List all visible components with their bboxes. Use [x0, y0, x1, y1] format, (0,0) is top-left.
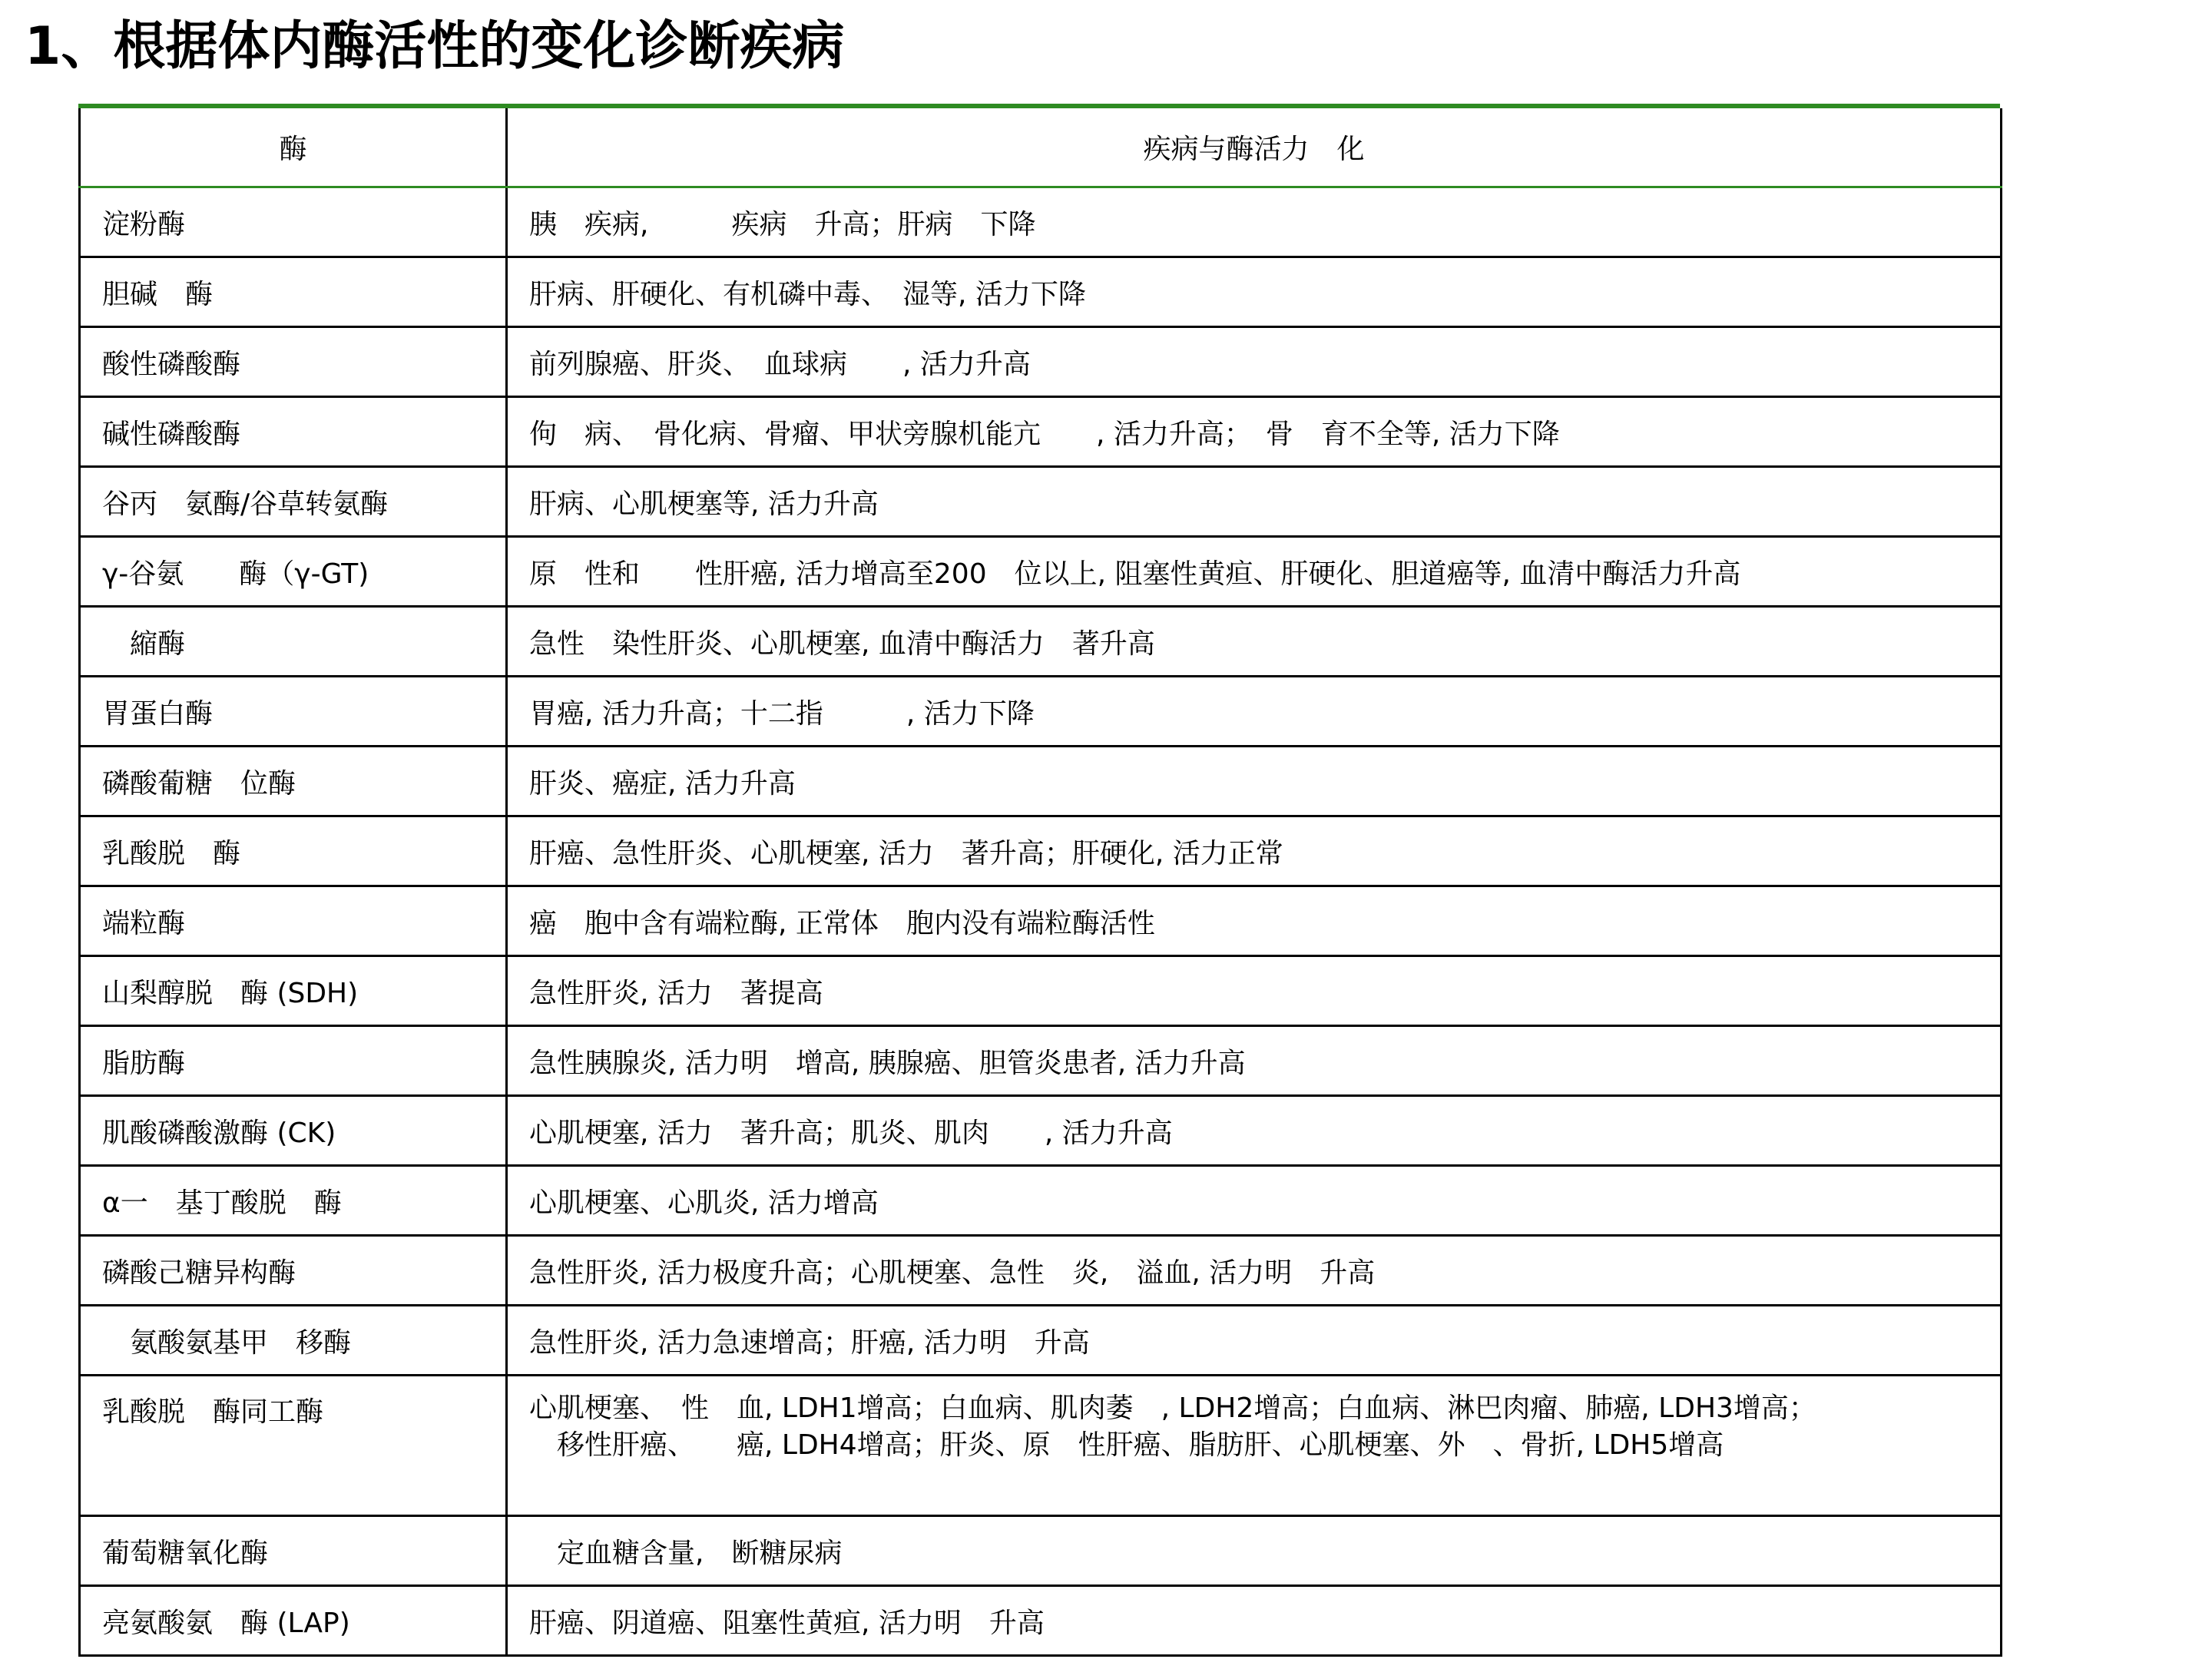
- enzyme-cell: 淀粉酶: [80, 187, 507, 257]
- table-row: [80, 677, 2002, 747]
- description-cell: 定血糖含量, 断糖尿病: [507, 1516, 2002, 1586]
- table-row: [80, 956, 2002, 1026]
- table-row: [80, 397, 2002, 467]
- enzyme-cell: 縮酶: [80, 607, 507, 677]
- table-row: [80, 1166, 2002, 1236]
- enzyme-cell: 氨酸氨基甲 移酶: [80, 1306, 507, 1376]
- description-cell: 肝癌、阴道癌、阻塞性黄疸, 活力明 升高: [507, 1586, 2002, 1656]
- description-cell: 肝癌、急性肝炎、心肌梗塞, 活力 著升高；肝硬化, 活力正常: [507, 816, 2002, 886]
- description-cell: 癌 胞中含有端粒酶, 正常体 胞内没有端粒酶活性: [507, 886, 2002, 956]
- enzyme-cell: 端粒酶: [80, 886, 507, 956]
- description-cell: 急性肝炎, 活力 著提高: [507, 956, 2002, 1026]
- enzyme-cell: α一 基丁酸脱 酶: [80, 1166, 507, 1236]
- enzyme-cell: 碱性磷酸酶: [80, 397, 507, 467]
- description-cell: 肝病、心肌梗塞等, 活力升高: [507, 467, 2002, 537]
- enzyme-table-container: [78, 104, 2000, 1657]
- enzyme-disease-table: [78, 108, 2002, 1657]
- enzyme-cell: 磷酸葡糖 位酶: [80, 747, 507, 816]
- header-enzyme: 酶: [80, 108, 507, 187]
- header-disease-activity: 疾病与酶活力 化: [507, 108, 2002, 187]
- table-row: [80, 1026, 2002, 1096]
- description-cell: 佝 病、 骨化病、骨瘤、甲状旁腺机能亢 , 活力升高； 骨 育不全等, 活力下降: [507, 397, 2002, 467]
- page-title: 1、根据体内酶活性的变化诊断疾病: [25, 16, 845, 77]
- description-cell: 急性肝炎, 活力急速增高；肝癌, 活力明 升高: [507, 1306, 2002, 1376]
- table-row: [80, 747, 2002, 816]
- description-cell: 急性肝炎, 活力极度升高；心肌梗塞、急性 炎, 溢血, 活力明 升高: [507, 1236, 2002, 1306]
- description-cell: 胰 疾病, 疾病 升高；肝病 下降: [507, 187, 2002, 257]
- table-row: [80, 187, 2002, 257]
- enzyme-cell: 肌酸磷酸激酶 (CK): [80, 1096, 507, 1166]
- table-header-row: [80, 108, 2002, 187]
- enzyme-cell: 脂肪酶: [80, 1026, 507, 1096]
- enzyme-cell: γ-谷氨 酶（γ-GT): [80, 537, 507, 607]
- table-row: [80, 1376, 2002, 1516]
- description-cell: 肝炎、癌症, 活力升高: [507, 747, 2002, 816]
- table-row: [80, 816, 2002, 886]
- description-cell: 胃癌, 活力升高；十二指 , 活力下降: [507, 677, 2002, 747]
- enzyme-cell: 乳酸脱 酶同工酶: [80, 1376, 507, 1516]
- table-row: [80, 1236, 2002, 1306]
- description-cell: 心肌梗塞, 活力 著升高；肌炎、肌肉 , 活力升高: [507, 1096, 2002, 1166]
- description-cell: 原 性和 性肝癌, 活力增高至200 位以上, 阻塞性黄疸、肝硬化、胆道癌等, 血清中酶活力升高: [507, 537, 2002, 607]
- description-cell: 前列腺癌、肝炎、 血球病 , 活力升高: [507, 327, 2002, 397]
- enzyme-cell: 胃蛋白酶: [80, 677, 507, 747]
- enzyme-cell: 胆碱 酶: [80, 257, 507, 327]
- description-cell: 心肌梗塞、 性 血, LDH1增高；白血病、肌肉萎 , LDH2增高；白血病、淋巴肉瘤、肺癌, LDH3增高； 移性肝癌、 癌, LDH4增高；肝炎、原 性肝癌、脂肪肝、心肌梗塞、外 、骨折, LDH5增高: [507, 1376, 2002, 1516]
- table-row: [80, 1096, 2002, 1166]
- description-cell: 心肌梗塞、心肌炎, 活力增高: [507, 1166, 2002, 1236]
- table-row: [80, 1586, 2002, 1656]
- description-cell: 急性 染性肝炎、心肌梗塞, 血清中酶活力 著升高: [507, 607, 2002, 677]
- table-row: [80, 327, 2002, 397]
- enzyme-cell: 亮氨酸氨 酶 (LAP): [80, 1586, 507, 1656]
- table-row: [80, 607, 2002, 677]
- enzyme-cell: 山梨醇脱 酶 (SDH): [80, 956, 507, 1026]
- enzyme-cell: 谷丙 氨酶/谷草转氨酶: [80, 467, 507, 537]
- description-cell: 急性胰腺炎, 活力明 增高, 胰腺癌、胆管炎患者, 活力升高: [507, 1026, 2002, 1096]
- table-row: [80, 1516, 2002, 1586]
- table-row: [80, 537, 2002, 607]
- table-row: [80, 467, 2002, 537]
- description-cell: 肝病、肝硬化、有机磷中毒、 湿等, 活力下降: [507, 257, 2002, 327]
- enzyme-cell: 葡萄糖氧化酶: [80, 1516, 507, 1586]
- enzyme-cell: 乳酸脱 酶: [80, 816, 507, 886]
- enzyme-cell: 酸性磷酸酶: [80, 327, 507, 397]
- table-row: [80, 257, 2002, 327]
- table-row: [80, 1306, 2002, 1376]
- enzyme-cell: 磷酸己糖异构酶: [80, 1236, 507, 1306]
- table-row: [80, 886, 2002, 956]
